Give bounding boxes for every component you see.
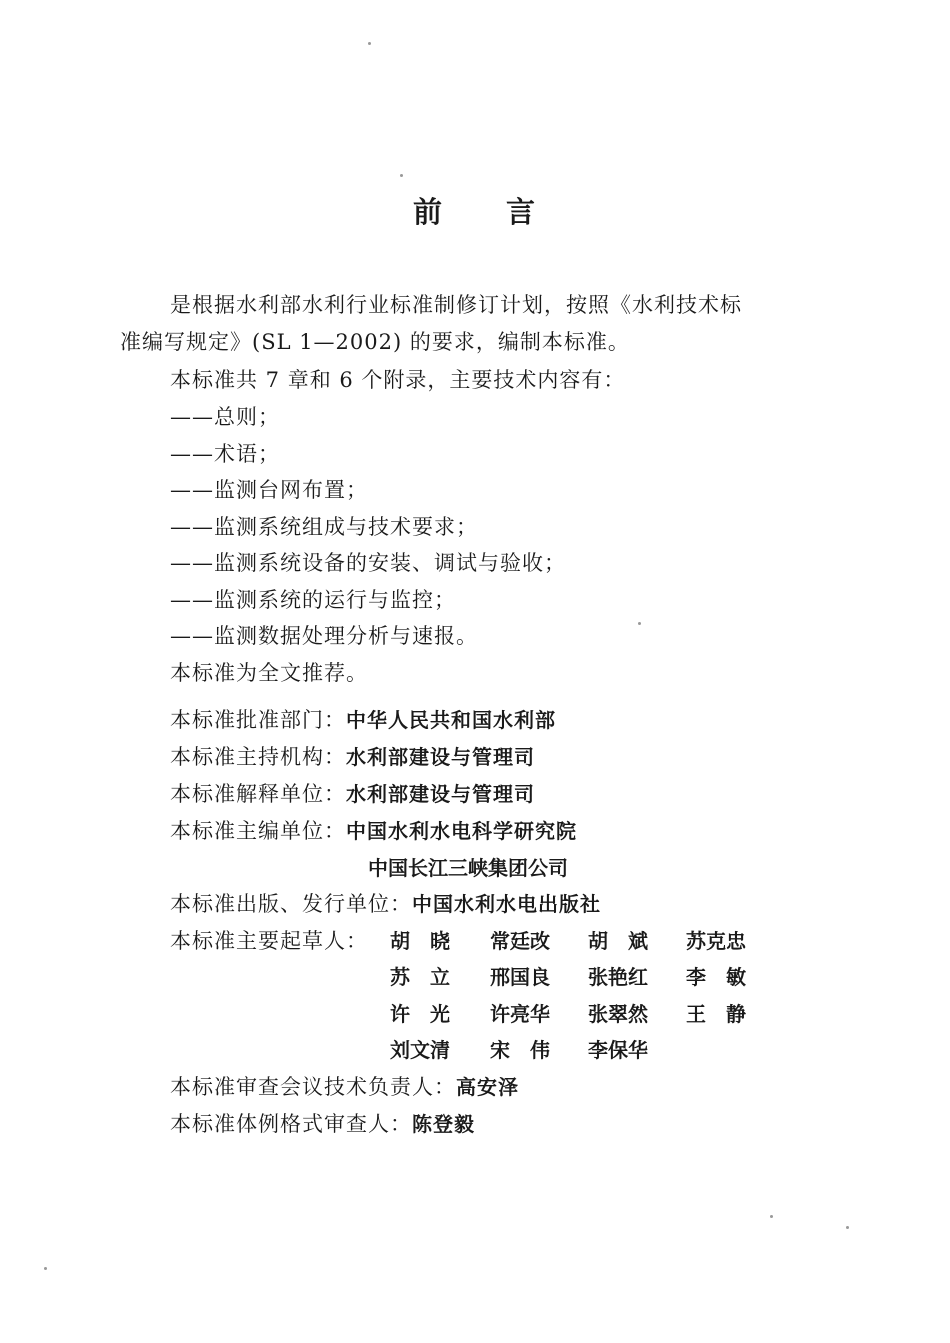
scan-speck xyxy=(638,622,641,625)
drafter-name: 张翠然 xyxy=(588,1002,648,1026)
scan-speck xyxy=(368,42,371,45)
paragraph-line-2: 准编写规定》(SL 1—2002) 的要求，编制本标准。 xyxy=(120,330,630,354)
drafter-name: 刘文清 xyxy=(390,1038,450,1062)
drafter-name: 许亮华 xyxy=(490,1002,550,1026)
host-organization xyxy=(170,743,535,771)
publisher-label: 本标准出版、发行单位： xyxy=(170,892,412,916)
editor-value-2: 中国长江三峡集团公司 xyxy=(368,856,568,880)
review-lead xyxy=(170,1073,519,1101)
drafter-name: 王 静 xyxy=(686,1002,746,1026)
review-value: 高安泽 xyxy=(456,1075,519,1099)
scan-speck xyxy=(770,1215,773,1218)
host-label: 本标准主持机构： xyxy=(170,745,346,769)
drafter-name: 邢国良 xyxy=(490,965,550,989)
title-char-1: 前 xyxy=(412,195,444,229)
drafter-name: 李 敏 xyxy=(686,965,746,989)
drafter-name: 李保华 xyxy=(588,1038,648,1062)
drafter-name: 苏克忠 xyxy=(686,929,746,953)
format-reviewer xyxy=(170,1110,475,1138)
scan-speck xyxy=(400,174,403,177)
contents-intro: 本标准共 7 章和 6 个附录，主要技术内容有： xyxy=(170,368,626,392)
host-value: 水利部建设与管理司 xyxy=(346,745,535,769)
contents-item: ——监测数据处理分析与速报。 xyxy=(170,624,478,648)
drafter-name: 胡 晓 xyxy=(390,929,450,953)
chief-editor-unit xyxy=(170,817,577,845)
contents-item: ——监测系统设备的安装、调试与验收； xyxy=(170,551,566,575)
drafter-name: 张艳红 xyxy=(588,965,648,989)
format-label: 本标准体例格式审查人： xyxy=(170,1112,412,1136)
drafter-name: 宋 伟 xyxy=(490,1038,550,1062)
drafter-name: 苏 立 xyxy=(390,965,450,989)
publisher-value: 中国水利水电出版社 xyxy=(412,892,601,916)
contents-item: ——总则； xyxy=(170,405,280,429)
contents-item: ——术语； xyxy=(170,442,280,466)
drafter-name: 许 光 xyxy=(390,1002,450,1026)
approval-department xyxy=(170,706,556,734)
interpret-value: 水利部建设与管理司 xyxy=(346,782,535,806)
interpreting-unit xyxy=(170,780,535,808)
interpret-label: 本标准解释单位： xyxy=(170,782,346,806)
editor-label: 本标准主编单位： xyxy=(170,819,346,843)
format-value: 陈登毅 xyxy=(412,1112,475,1136)
drafters-label: 本标准主要起草人： xyxy=(170,929,368,953)
scan-speck xyxy=(846,1226,849,1229)
approval-value: 中华人民共和国水利部 xyxy=(346,708,556,732)
review-label: 本标准审查会议技术负责人： xyxy=(170,1075,456,1099)
paragraph-line-1: 是根据水利部水利行业标准制修订计划，按照《水利技术标 xyxy=(170,293,742,317)
contents-item: ——监测台网布置； xyxy=(170,478,368,502)
title-char-2: 言 xyxy=(506,195,538,229)
approval-label: 本标准批准部门： xyxy=(170,708,346,732)
contents-item: ——监测系统的运行与监控； xyxy=(170,588,456,612)
drafter-name: 常廷改 xyxy=(490,929,550,953)
publisher-unit xyxy=(170,890,601,918)
scan-speck xyxy=(44,1267,47,1270)
page-title xyxy=(0,190,950,231)
drafter-name: 胡 斌 xyxy=(588,929,648,953)
recommendation-note: 本标准为全文推荐。 xyxy=(170,661,368,685)
contents-item: ——监测系统组成与技术要求； xyxy=(170,515,478,539)
editor-value-1: 中国水利水电科学研究院 xyxy=(346,819,577,843)
